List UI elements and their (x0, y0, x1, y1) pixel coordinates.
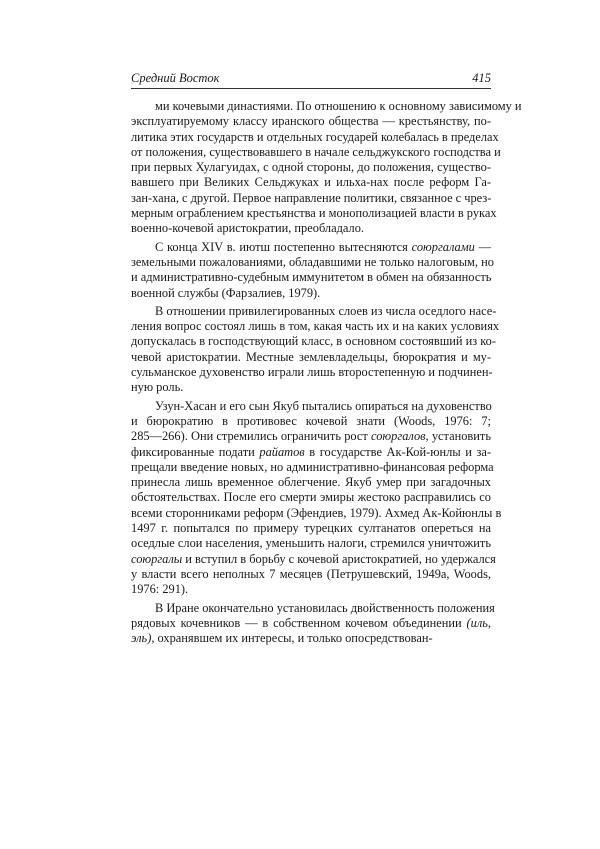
text-line (131, 631, 491, 646)
text-run: эксплуатируемому классу иранского общества — крестьянству, по- (131, 114, 491, 129)
text-line (131, 99, 522, 114)
text-run: при первых Хулагуидах, с одной стороны, до положения, существо- (131, 160, 491, 175)
body-text (131, 99, 522, 646)
header-rule (131, 88, 491, 89)
text-run: мерным ограблением крестьянства и монополизацией власти в руках (131, 206, 497, 221)
text-line (131, 254, 494, 270)
text-run: ления вопрос состоял лишь в том, какая часть их и на каких условиях (131, 319, 500, 334)
text-run: оседлые слои населения, уменьшить налоги, стремился уничтожить (131, 536, 491, 551)
text-line (131, 600, 495, 616)
text-line (131, 459, 494, 475)
text-line (131, 286, 491, 301)
text-line (131, 319, 500, 334)
text-line (131, 206, 497, 221)
text-line (131, 380, 491, 395)
text-run: допускалась в господствующий класс, в основном состоявший из ко- (131, 334, 496, 349)
paragraph (131, 600, 495, 647)
text-run: обстоятельствах. После его смерти эмиры жестоко расправились со (131, 490, 491, 505)
text-run: , установить (425, 429, 491, 444)
text-line (131, 191, 491, 206)
text-run: фиксированные подати (131, 444, 260, 459)
text-run: 1497 г. попытался по примеру турецких султанатов опереться на (131, 521, 491, 536)
text-line (131, 567, 491, 582)
text-line (131, 175, 491, 190)
text-line (131, 445, 491, 460)
text-line (131, 414, 491, 429)
text-run: принесла лишь временное облегчение. Якуб умер при загадочных (131, 475, 491, 490)
text-line (131, 399, 491, 414)
text-line (131, 582, 491, 597)
text-run: сульманское духовенство играли лишь второстепенную и подчинен- (131, 365, 493, 380)
text-run: ную роль. (131, 380, 184, 395)
text-line (131, 334, 496, 349)
text-run: Узун-Хасан и его сын Якуб пытались опираться на духовенство (155, 398, 492, 413)
text-line (131, 490, 491, 505)
text-run: литика этих государств и отдельных государей колебалась в пределах (131, 129, 499, 144)
text-line (131, 270, 491, 285)
paragraph (131, 303, 500, 396)
text-run: рядовых кочевников — в собственном кочевом объединении (131, 615, 467, 630)
text-run: прещали введение новых, но административно-финансовая реформа (131, 459, 494, 474)
text-line (131, 160, 491, 175)
text-run: В отношении привилегированных слоев из числа оседлого насе- (155, 303, 497, 318)
running-title: Средний Восток (131, 71, 220, 85)
text-run: всеми сторонниками реформ (Эфендиев, 1979). Ахмед Ак-Койюнлы в (131, 505, 502, 520)
text-line (131, 616, 491, 631)
text-line (131, 144, 501, 160)
text-line (131, 521, 491, 536)
text-line (131, 365, 491, 380)
text-run: 1976: 291). (131, 582, 189, 597)
italic-term: (иль, (466, 615, 491, 630)
running-header (131, 70, 491, 86)
italic-term: союргалов (371, 429, 426, 444)
text-line (131, 303, 497, 319)
text-run: земельными пожалованиями, обладавшими не только налоговым, но (131, 254, 494, 269)
text-line (131, 475, 491, 490)
text-line (131, 536, 491, 551)
text-run: вавшего при Великих Сельджуках и ильха-нах после реформ Га- (131, 175, 491, 190)
text-run: военно-кочевой аристократии, преобладало. (131, 221, 365, 236)
text-line (131, 114, 491, 129)
text-run: 285—266). Они стремились ограничить рост (131, 429, 372, 444)
text-run: зан-хана, с другой. Первое направление политики, связанное с чрез- (131, 190, 492, 205)
text-line (131, 221, 491, 236)
text-run: и бюрократию в противовес кочевой знати (Woods, 1976: 7; (131, 413, 491, 428)
text-run: В Иране окончательно установилась двойственность положения (155, 600, 495, 615)
text-run: в государстве Ак-Кой-юнлы и за- (304, 444, 491, 459)
text-line (131, 429, 491, 444)
italic-term: союргалами (411, 239, 475, 254)
text-run: — (474, 239, 491, 254)
italic-term: эль) (131, 631, 152, 646)
text-run: и вступил в борьбу с кочевой аристократией, но удержался (182, 551, 496, 566)
italic-term: союргалы (131, 551, 183, 566)
paragraph (131, 99, 522, 237)
text-run: , охранявшем их интересы, и только опосредствован- (151, 631, 433, 646)
paragraph (131, 398, 502, 598)
text-run: от положения, существовавшего в начале сельджукского господства и (131, 144, 501, 159)
paragraph (131, 239, 494, 301)
text-run: С конца XIV в. иютш постепенно вытесняются (155, 239, 412, 254)
text-run: у власти всего неполных 7 месяцев (Петрушевский, 1949а, Woods, (131, 566, 491, 581)
text-line (131, 350, 491, 365)
text-run: чевой аристократии. Местные землевладельцы, бюрократия и му- (131, 349, 491, 364)
italic-term: райатов (259, 444, 305, 459)
page-number: 415 (472, 71, 491, 85)
text-run: и административно-судебным иммунитетом в обмен на обязанность (131, 270, 492, 285)
text-line (131, 129, 499, 145)
text-line (131, 551, 496, 567)
text-run: военной службы (Фарзалиев, 1979). (131, 285, 321, 300)
text-run: ми кочевыми династиями. По отношению к основному зависимому и (155, 99, 522, 113)
text-line (131, 505, 502, 521)
text-line (131, 240, 491, 255)
